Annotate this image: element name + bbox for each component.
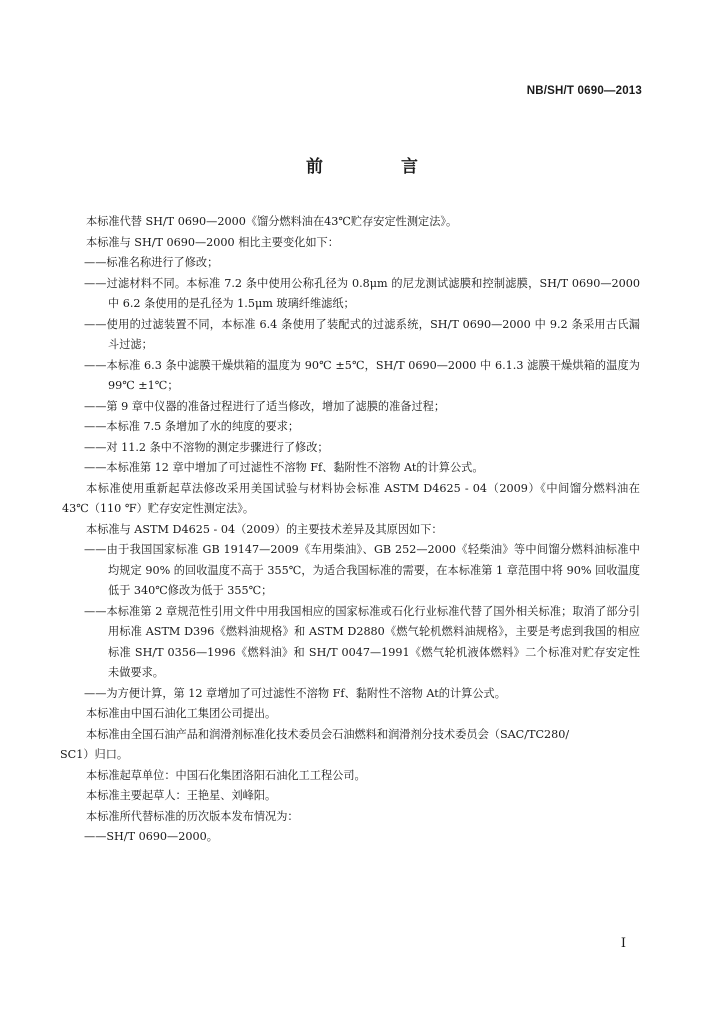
paragraph: 本标准起草单位：中国石化集团洛阳石油化工工程公司。 [86,768,366,782]
list-item: ——使用的过滤装置不同，本标准 6.4 条使用了装配式的过滤系统，SH/T 0690—2000 中 9.2 条采用古氏漏斗过滤； [84,317,640,351]
standard-code: NB/SH/T 0690—2013 [526,85,642,97]
paragraph: 本标准与 ASTM D4625 - 04（2009）的主要技术差异及其原因如下： [86,522,443,536]
document-body [62,212,640,848]
paragraph: 本标准代替 SH/T 0690—2000《馏分燃料油在43℃贮存安定性测定法》。 [86,215,458,228]
paragraph: 本标准与 SH/T 0690—2000 相比主要变化如下： [86,235,339,249]
list-item: ——本标准 6.3 条中滤膜干燥烘箱的温度为 90℃ ±5℃，SH/T 0690—2000 中 6.1.3 滤膜干燥烘箱的温度为 99℃ ±1℃； [84,358,640,392]
list-item: ——本标准 7.5 条增加了水的纯度的要求； [84,420,300,433]
list-item: ——对 11.2 条中不溶物的测定步骤进行了修改； [84,440,329,454]
list-item: ——由于我国国家标准 GB 19147—2009《车用柴油》、GB 252—2000《轻柴油》等中间馏分燃料油标准中均规定 90% 的回收温度不高于 355℃，为适合我国标准的需要，在本标准第 1 章范围中将 90% 回收温度低于 340℃修改为低于 355℃； [84,543,640,597]
paragraph: 本标准所代替标准的历次版本发布情况为： [86,809,299,823]
list-item: ——本标准第 12 章中增加了可过滤性不溶物 Ff、黏附性不溶物 At的计算公式。 [84,461,484,474]
paragraph: 本标准主要起草人：王艳星、刘峰阳。 [86,789,277,802]
list-item: ——过滤材料不同。本标准 7.2 条中使用公称孔径为 0.8μm 的尼龙测试滤膜和控制滤膜，SH/T 0690—2000 中 6.2 条使用的是孔径为 1.5μm 玻璃纤维滤纸； [84,276,640,310]
list-item: ——SH/T 0690—2000。 [84,830,218,843]
paragraph: 本标准由中国石油化工集团公司提出。 [86,707,277,720]
list-item: ——本标准第 2 章规范性引用文件中用我国相应的国家标准或石化行业标准代替了国外相关标准；取消了部分引用标准 ASTM D396《燃料油规格》和 ASTM D2880《燃气轮机燃料油规格》，主要是考虑到我国的相应标准 SH/T 0356—1996《燃料油》和 SH/T 0047—1991《燃气轮机液体燃料》二个标准对贮存安定性未做要求。 [84,604,640,679]
paragraph: 本标准由全国石油产品和润滑剂标准化技术委员会石油燃料和润滑剂分技术委员会（SAC/TC280/ [86,727,570,741]
list-item: ——为方便计算，第 12 章增加了可过滤性不溶物 Ff、黏附性不溶物 At的计算公式。 [84,686,506,700]
list-item: ——标准名称进行了修改； [84,256,219,269]
page-number: I [620,936,626,951]
paragraph-continuation: SC1）归口。 [60,748,129,761]
paragraph: 本标准使用重新起草法修改采用美国试验与材料协会标准 ASTM D4625 - 04（2009）《中间馏分燃料油在 43℃（110 ℉）贮存安定性测定法》。 [62,481,640,515]
list-item: ——第 9 章中仪器的准备过程进行了适当修改，增加了滤膜的准备过程； [84,399,446,413]
page-title: 前 言 [306,157,454,177]
